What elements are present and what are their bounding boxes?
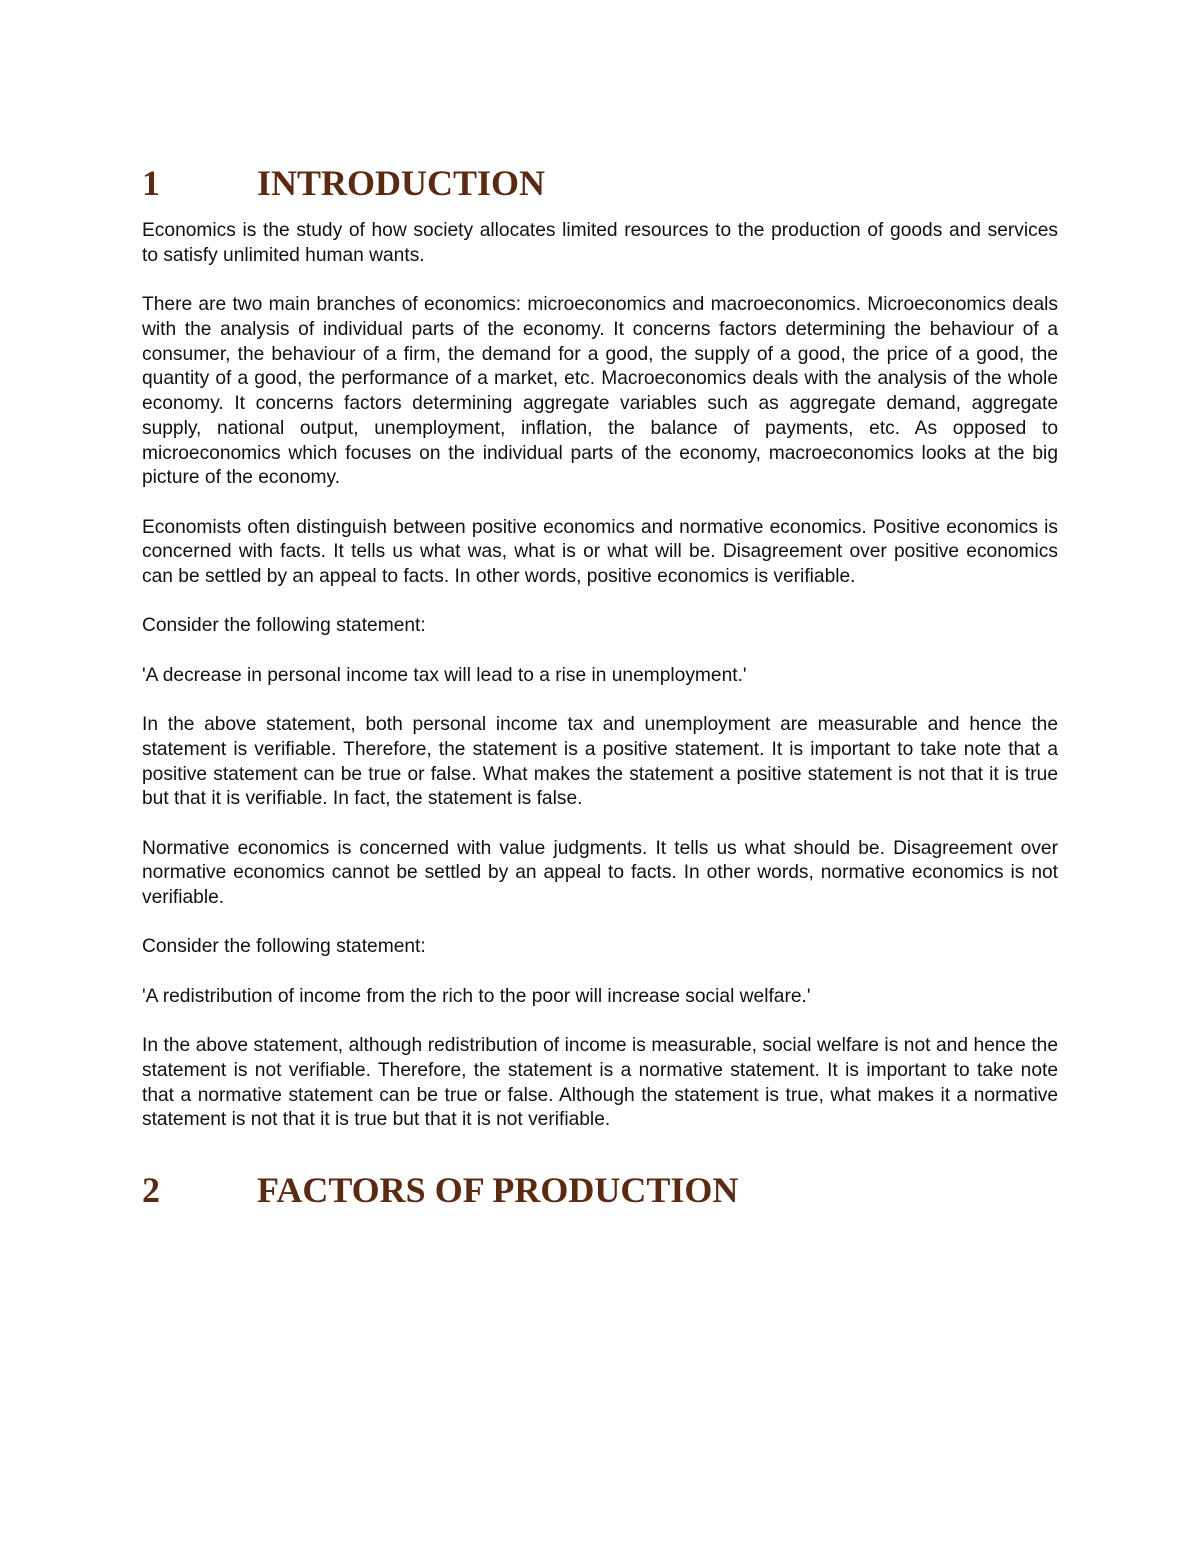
paragraph: Economics is the study of how society allocates limited resources to the production of goods and services to satisfy unlimited human wants. bbox=[142, 220, 1058, 266]
document-page bbox=[142, 150, 1058, 1212]
quoted-statement: 'A redistribution of income from the rich to the poor will increase social welfare.' bbox=[142, 985, 811, 1007]
section-title: INTRODUCTION bbox=[257, 163, 546, 203]
section-heading-introduction bbox=[142, 162, 1058, 205]
section-title: FACTORS OF PRODUCTION bbox=[257, 1170, 739, 1211]
paragraph: In the above statement, both personal income tax and unemployment are measurable and hence the statement is verifiable. Therefore, the statement is a positive statement. It is important to take note that a positive statement can be true or false. What makes the statement a positive statement is not that it is true but that it is verifiable. In fact, the statement is false. bbox=[142, 714, 1058, 810]
paragraph: Consider the following statement: bbox=[142, 615, 426, 637]
paragraph: Normative economics is concerned with value judgments. It tells us what should be. Disagreement over normative economics cannot be settled by an appeal to facts. In other words, normative economics is not verifiable. bbox=[142, 837, 1058, 909]
section-number: 2 bbox=[142, 1170, 160, 1211]
paragraph: Consider the following statement: bbox=[142, 936, 426, 958]
paragraph: Economists often distinguish between positive economics and normative economics. Positive economics is concerned with facts. It tells us what was, what is or what will be. Disagreement over positive economics can be settled by an appeal to facts. In other words, positive economics is verifiable. bbox=[142, 516, 1058, 587]
paragraph: There are two main branches of economics: microeconomics and macroeconomics. Microeconomics deals with the analysis of individual parts of the economy. It concerns factors determining the behaviour of a consumer, the behaviour of a firm, the demand for a good, the supply of a good, the price of a good, the quantity of a good, the performance of a market, etc. Macroeconomics deals with the analysis of the whole economy. It concerns factors determining aggregate variables such as aggregate demand, aggregate supply, national output, unemployment, inflation, the balance of payments, etc. As opposed to microeconomics which focuses on the individual parts of the economy, macroeconomics looks at the big picture of the economy. bbox=[142, 294, 1058, 489]
section-heading-factors-of-production bbox=[142, 1169, 1058, 1212]
paragraph: In the above statement, although redistribution of income is measurable, social welfare is not and hence the statement is not verifiable. Therefore, the statement is a normative statement. It is important to take note that a normative statement can be true or false. Although the statement is true, what makes it a normative statement is not that it is true but that it is not verifiable. bbox=[142, 1035, 1058, 1131]
quoted-statement: 'A decrease in personal income tax will lead to a rise in unemployment.' bbox=[142, 664, 747, 686]
section-number: 1 bbox=[142, 163, 160, 203]
